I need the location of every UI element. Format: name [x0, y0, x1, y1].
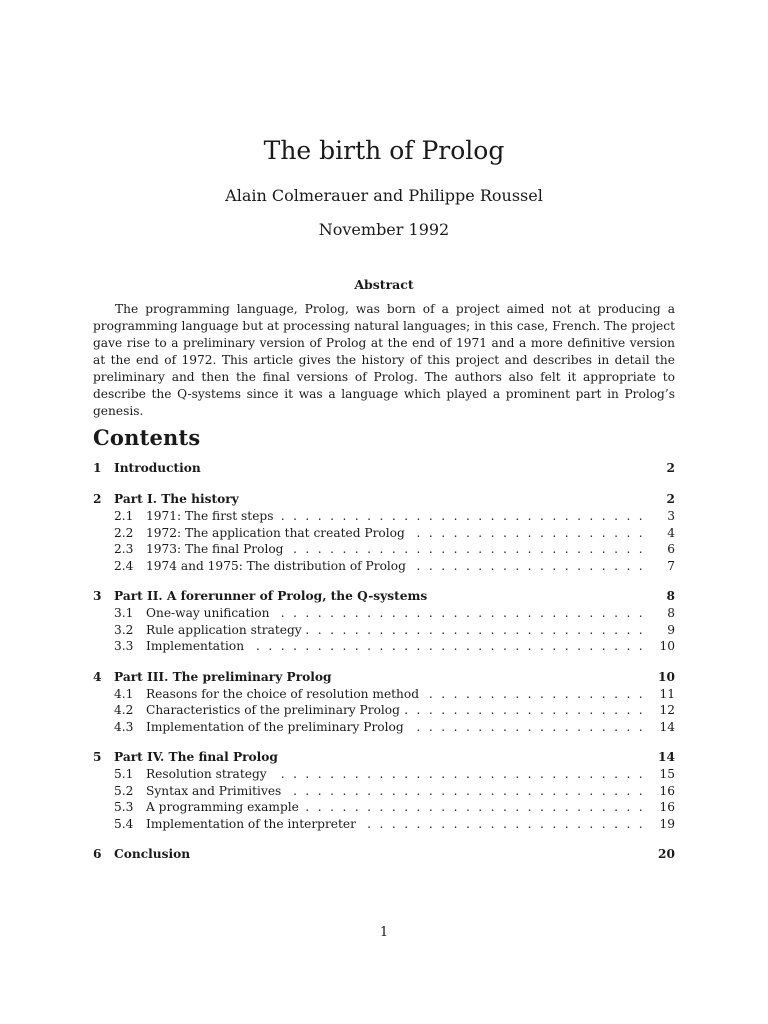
- toc-entry-title: Introduction: [114, 461, 201, 475]
- toc-subentry[interactable]: [93, 622, 675, 639]
- toc-entry-page: 8: [666, 589, 675, 603]
- toc-subentry-page: 7: [667, 558, 675, 573]
- toc-subentry-number: 5.4: [114, 816, 134, 831]
- toc-entry-page: 14: [658, 750, 675, 764]
- toc-entry-title: Conclusion: [114, 847, 191, 861]
- toc-subentry-title: [146, 638, 645, 655]
- toc-subentry-number: 2.2: [114, 525, 134, 540]
- toc-entry-number: 6: [93, 847, 102, 861]
- toc-section: [93, 490, 675, 574]
- toc-subentry-label: Resolution strategy: [146, 767, 271, 781]
- toc-subentry-page: 3: [667, 509, 675, 523]
- toc-subentry-page: 11: [659, 686, 675, 701]
- toc-subentry-label: Characteristics of the preliminary Prolog: [146, 703, 404, 717]
- toc-entry-page: 2: [666, 461, 675, 475]
- toc-subentry[interactable]: [93, 816, 675, 833]
- toc-entry[interactable]: [93, 587, 675, 605]
- toc-subentry-page: 16: [659, 783, 675, 798]
- toc-subentry-page: 16: [659, 800, 675, 814]
- toc-subentry-label: One-way unification: [146, 606, 273, 620]
- toc-subentry-page: 6: [667, 542, 675, 556]
- toc-entry-number: 1: [93, 461, 102, 475]
- toc-subentry-label: 1972: The application that created Prolog: [146, 526, 409, 540]
- toc-subentry-title: [146, 622, 645, 639]
- toc-subentry-title: [146, 541, 645, 558]
- toc-subentry-title: [146, 783, 645, 800]
- toc-subentry[interactable]: [93, 525, 675, 542]
- toc-entry[interactable]: [93, 459, 675, 477]
- toc-subentry-number: 3.3: [114, 639, 134, 653]
- toc-subentry[interactable]: [93, 783, 675, 800]
- toc-subentry-label: Rule application strategy: [146, 623, 306, 637]
- table-of-contents: [93, 459, 675, 876]
- toc-entry-number: 2: [93, 492, 102, 506]
- toc-subentry-number: 3.2: [114, 622, 134, 637]
- toc-entry[interactable]: [93, 845, 675, 863]
- toc-entry-number: 4: [93, 669, 102, 684]
- toc-subentry-page: 9: [667, 622, 675, 637]
- toc-subentry-label: 1973: The final Prolog: [146, 542, 287, 556]
- abstract-text: The programming language, Prolog, was born of a project aimed not at producing a programming language but at processing natural languages; in this case, French. The project gave rise to a preliminary version of Prolog at the end of 1971 and a more definitive version at the end of 1972. This article gives the history of this project and describes in detail the preliminary and then the final versions of Prolog. The authors also felt it appropriate to describe the Q-systems since it was a language which played a prominent part in Prolog’s genesis.: [93, 302, 675, 418]
- toc-subentry-title: [146, 605, 645, 622]
- toc-subentry-number: 4.1: [114, 686, 134, 701]
- toc-entry[interactable]: [93, 490, 675, 508]
- toc-entry[interactable]: [93, 748, 675, 766]
- toc-subentry-number: 2.3: [114, 542, 134, 556]
- toc-subentry-title: [146, 686, 645, 703]
- toc-subentry-number: 5.2: [114, 783, 134, 798]
- toc-subentry[interactable]: [93, 799, 675, 816]
- toc-subentry-title: [146, 816, 645, 833]
- toc-subentry-label: Syntax and Primitives: [146, 784, 285, 798]
- toc-subentry[interactable]: [93, 766, 675, 783]
- toc-entry-page: 20: [658, 847, 675, 861]
- toc-subentry-page: 12: [659, 703, 675, 717]
- toc-entry-title: Part IV. The final Prolog: [114, 750, 278, 764]
- toc-section: [93, 748, 675, 832]
- toc-subentry[interactable]: [93, 719, 675, 736]
- toc-subentry[interactable]: [93, 508, 675, 525]
- paper-date: November 1992: [318, 220, 450, 239]
- toc-subentry-title: [146, 702, 645, 719]
- toc-subentry-label: 1971: The first steps: [146, 509, 277, 523]
- toc-subentry-number: 4.2: [114, 703, 134, 717]
- abstract-heading: Abstract: [354, 277, 414, 292]
- toc-entry-title: Part III. The preliminary Prolog: [114, 669, 332, 684]
- toc-subentry-label: Reasons for the choice of resolution method: [146, 687, 423, 701]
- toc-subentry-title: [146, 558, 645, 575]
- toc-entry-number: 3: [93, 589, 102, 603]
- toc-entry-number: 5: [93, 750, 102, 764]
- toc-subentry-label: 1974 and 1975: The distribution of Prolog: [146, 559, 410, 573]
- toc-subentry-title: [146, 799, 645, 816]
- toc-subentry-title: [146, 525, 645, 542]
- toc-subentry-number: 4.3: [114, 719, 134, 734]
- toc-subentry-number: 2.1: [114, 509, 134, 523]
- toc-subentry-title: [146, 766, 645, 783]
- toc-subentry-title: [146, 508, 645, 525]
- toc-subentry-page: 8: [667, 606, 675, 620]
- toc-section: [93, 587, 675, 655]
- toc-subentry-label: Implementation: [146, 639, 248, 653]
- toc-section: [93, 459, 675, 477]
- toc-subentry[interactable]: [93, 686, 675, 703]
- toc-subentry-page: 10: [659, 639, 675, 653]
- toc-subentry[interactable]: [93, 605, 675, 622]
- toc-subentry[interactable]: [93, 541, 675, 558]
- toc-section: [93, 845, 675, 863]
- toc-entry[interactable]: [93, 668, 675, 686]
- toc-subentry-label: A programming example: [146, 800, 303, 814]
- toc-subentry-page: 19: [659, 816, 675, 831]
- toc-subentry-page: 15: [659, 767, 675, 781]
- toc-entry-page: 2: [666, 492, 675, 506]
- toc-section: [93, 668, 675, 736]
- toc-subentry-number: 2.4: [114, 558, 134, 573]
- toc-subentry[interactable]: [93, 702, 675, 719]
- toc-subentry-label: Implementation of the preliminary Prolog: [146, 720, 408, 734]
- toc-subentry-number: 5.3: [114, 800, 134, 814]
- toc-entry-title: Part I. The history: [114, 492, 239, 506]
- paper-title: The birth of Prolog: [263, 136, 505, 165]
- toc-subentry-label: Implementation of the interpreter: [146, 817, 360, 831]
- page-number: 1: [379, 925, 389, 940]
- toc-subentry-title: [146, 719, 645, 736]
- toc-subentry[interactable]: [93, 558, 675, 575]
- toc-entry-title: Part II. A forerunner of Prolog, the Q-systems: [114, 589, 428, 603]
- toc-subentry-number: 3.1: [114, 606, 134, 620]
- toc-subentry[interactable]: [93, 638, 675, 655]
- paper-authors: Alain Colmerauer and Philippe Roussel: [225, 186, 543, 205]
- toc-subentry-page: 14: [659, 719, 675, 734]
- toc-subentry-page: 4: [667, 525, 675, 540]
- toc-entry-page: 10: [658, 669, 675, 684]
- toc-subentry-number: 5.1: [114, 767, 134, 781]
- contents-heading: Contents: [93, 425, 201, 450]
